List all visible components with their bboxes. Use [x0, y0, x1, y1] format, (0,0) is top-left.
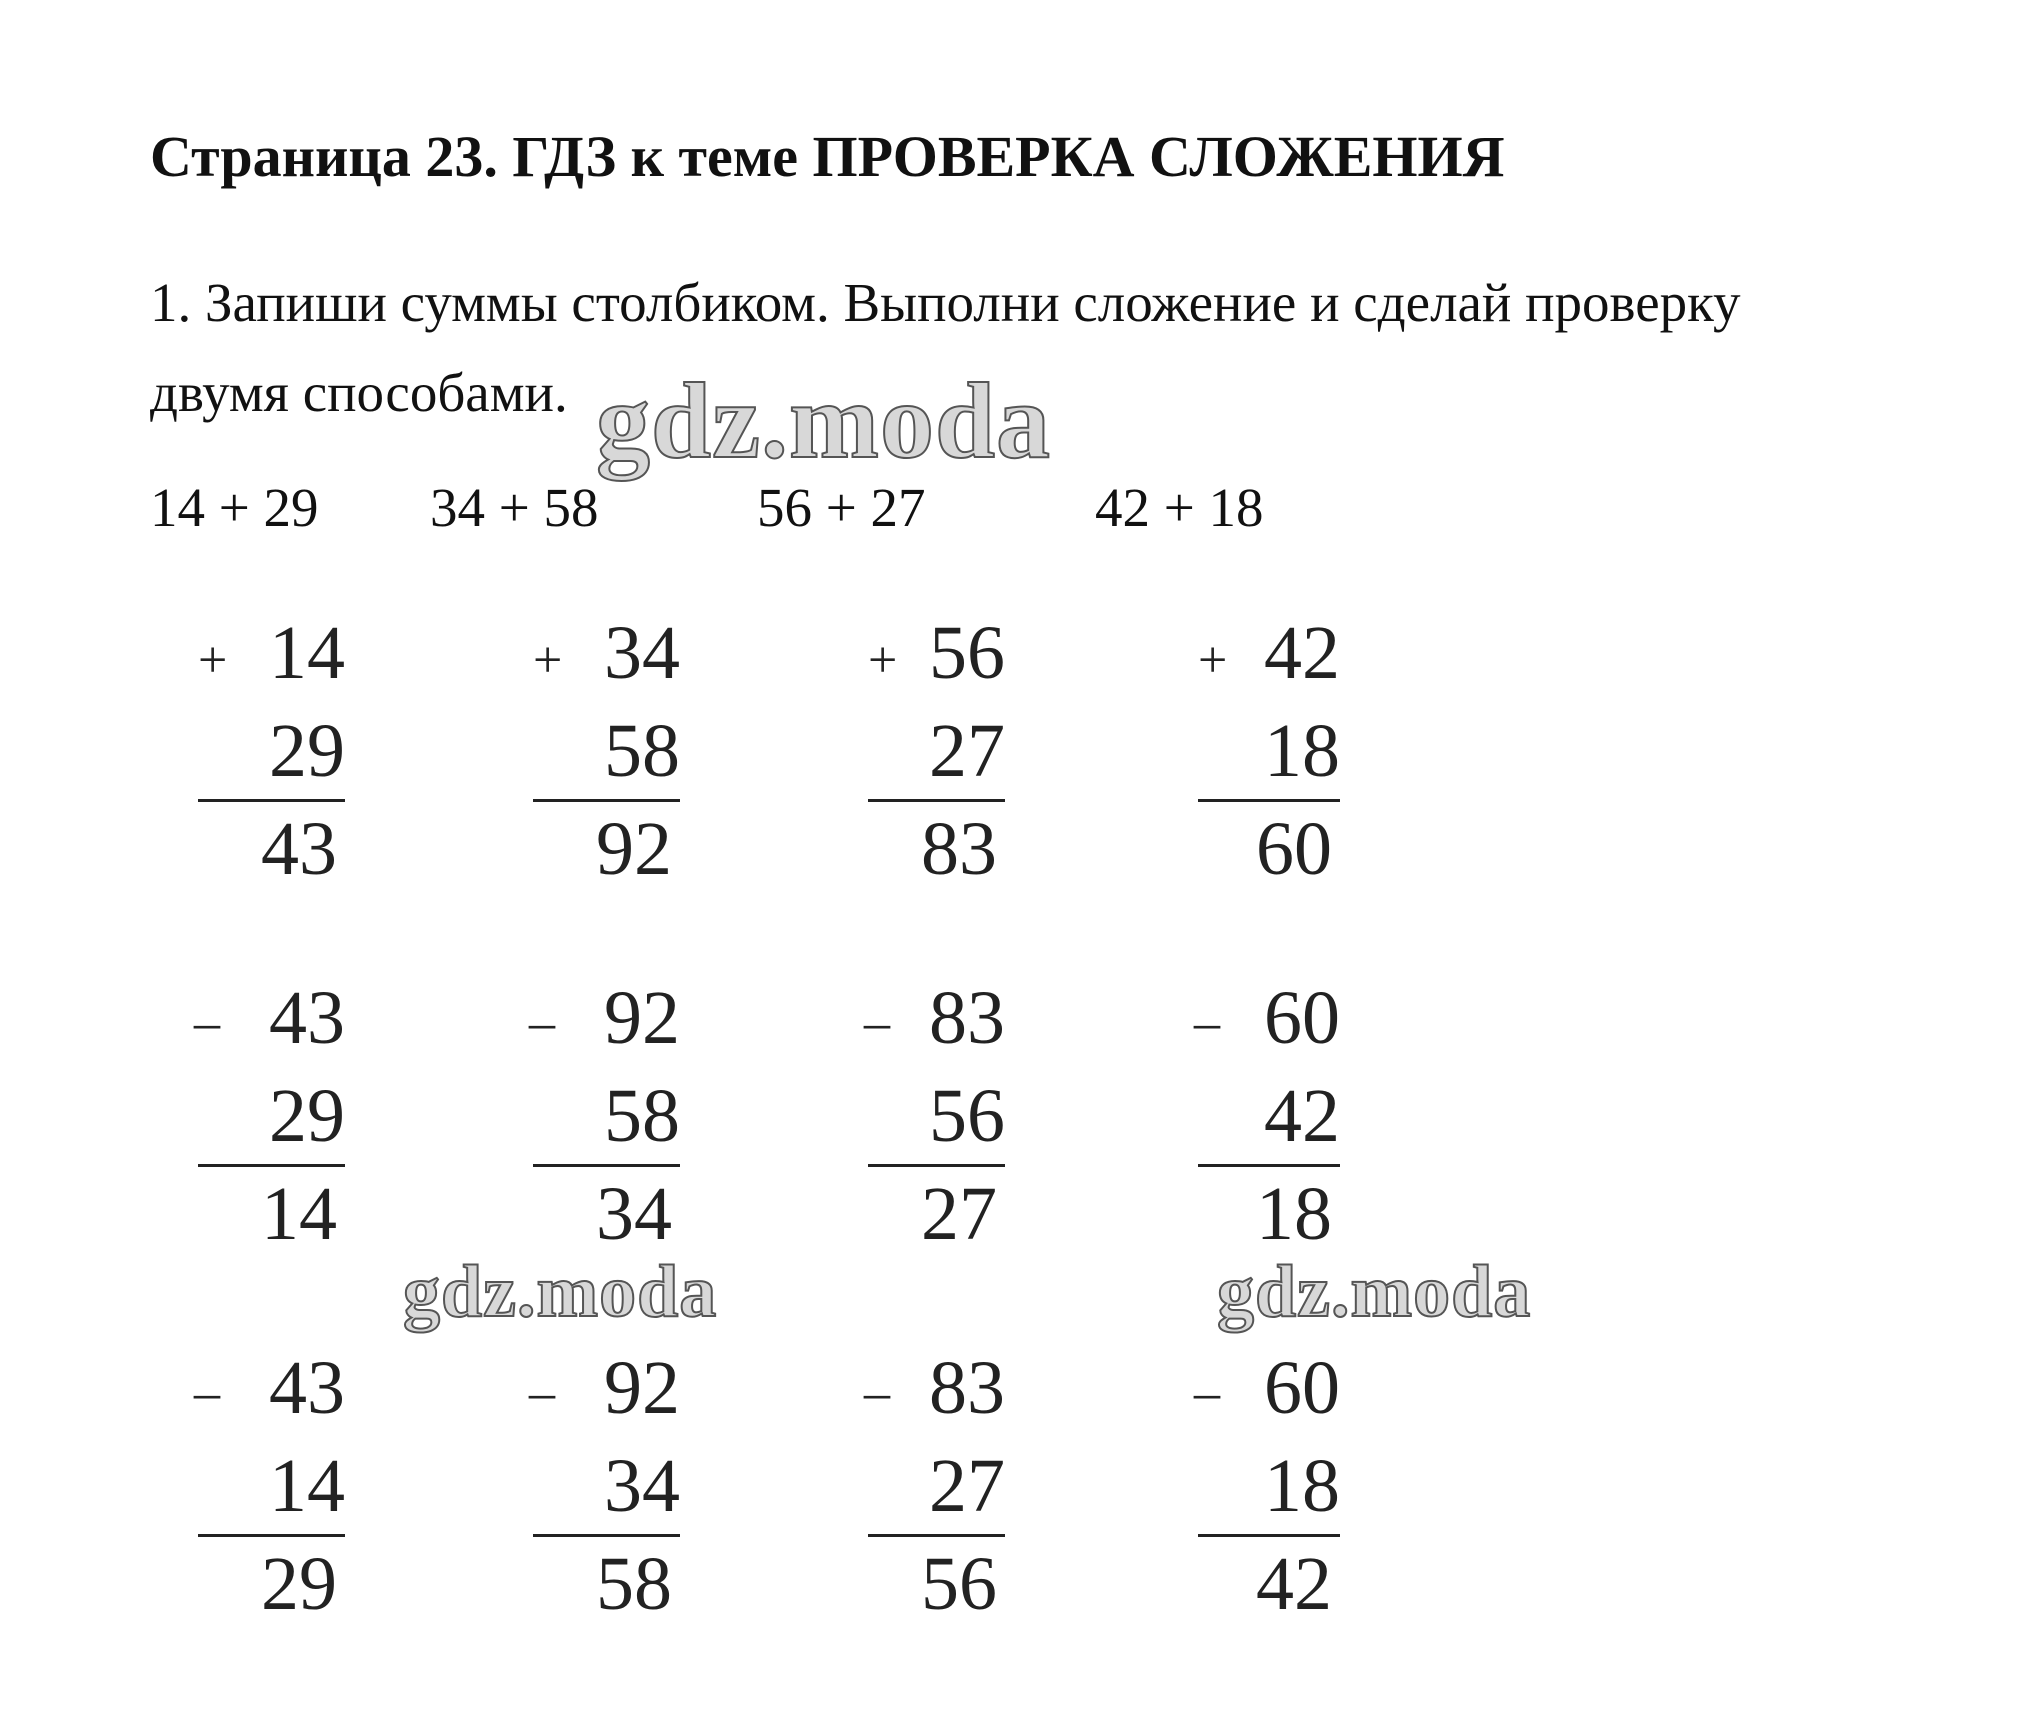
operand-number: 27 [929, 1444, 1005, 1528]
check-subtraction-a-column [1170, 976, 1340, 1274]
expression-3: 56 + 27 [757, 477, 926, 538]
operator-sign: _ [194, 1347, 220, 1404]
operator-sign: _ [529, 1347, 555, 1404]
operand-number: 58 [604, 709, 680, 793]
sum-line [868, 1164, 1005, 1167]
expression-1: 14 + 29 [150, 477, 319, 538]
sum-line [1198, 1164, 1340, 1167]
operand-number: 56 [929, 1074, 1005, 1158]
result-number: 14 [261, 1172, 337, 1256]
sum-line [533, 799, 680, 802]
addition-column [840, 611, 1005, 909]
sum-line [533, 1534, 680, 1537]
expression-2: 34 + 58 [430, 477, 599, 538]
operator-sign: _ [194, 977, 220, 1034]
sum-line [198, 1534, 345, 1537]
task-text-line-2: двумя способами. [150, 362, 568, 423]
result-number: 56 [921, 1542, 997, 1626]
check-subtraction-b-column [840, 1346, 1005, 1644]
result-number: 29 [261, 1542, 337, 1626]
result-number: 18 [1256, 1172, 1332, 1256]
operand-number: 14 [269, 1444, 345, 1528]
sum-line [1198, 799, 1340, 802]
operand-number: 27 [929, 709, 1005, 793]
result-number: 58 [596, 1542, 672, 1626]
operand-number: 60 [1264, 1346, 1340, 1430]
operand-number: 92 [604, 976, 680, 1060]
operand-number: 42 [1264, 611, 1340, 695]
operator-sign: _ [864, 1347, 890, 1404]
watermark-logo: gdz.moda [596, 362, 1052, 481]
operator-sign: + [533, 632, 563, 689]
operand-number: 34 [604, 1444, 680, 1528]
operator-sign: _ [529, 977, 555, 1034]
operand-number: 34 [604, 611, 680, 695]
operand-number: 18 [1264, 1444, 1340, 1528]
result-number: 34 [596, 1172, 672, 1256]
check-subtraction-b-column [170, 1346, 345, 1644]
operator-sign: + [1198, 632, 1228, 689]
check-subtraction-a-column [505, 976, 680, 1274]
page-title: Страница 23. ГДЗ к теме ПРОВЕРКА СЛОЖЕНИЯ [150, 124, 1505, 189]
result-number: 92 [596, 807, 672, 891]
result-number: 43 [261, 807, 337, 891]
check-subtraction-b-column [1170, 1346, 1340, 1644]
check-subtraction-a-column [840, 976, 1005, 1274]
operand-number: 42 [1264, 1074, 1340, 1158]
watermark-logo: gdz.moda [403, 1251, 718, 1333]
addition-column [1170, 611, 1340, 909]
sum-line [1198, 1534, 1340, 1537]
operand-number: 60 [1264, 976, 1340, 1060]
operand-number: 83 [929, 1346, 1005, 1430]
result-number: 27 [921, 1172, 997, 1256]
result-number: 60 [1256, 807, 1332, 891]
operator-sign: + [868, 632, 898, 689]
operator-sign: + [198, 632, 228, 689]
operand-number: 43 [269, 976, 345, 1060]
task-text-line-1: 1. Запиши суммы столбиком. Выполни сложение и сделай проверку [150, 272, 1741, 333]
watermark-logo: gdz.moda [1217, 1251, 1532, 1333]
result-number: 83 [921, 807, 997, 891]
operand-number: 83 [929, 976, 1005, 1060]
check-subtraction-b-column [505, 1346, 680, 1644]
sum-line [868, 799, 1005, 802]
sum-line [868, 1534, 1005, 1537]
operand-number: 14 [269, 611, 345, 695]
sum-line [198, 799, 345, 802]
operand-number: 58 [604, 1074, 680, 1158]
operator-sign: _ [1194, 977, 1220, 1034]
result-number: 42 [1256, 1542, 1332, 1626]
operator-sign: _ [864, 977, 890, 1034]
sum-line [533, 1164, 680, 1167]
operand-number: 43 [269, 1346, 345, 1430]
expression-4: 42 + 18 [1095, 477, 1264, 538]
sum-line [198, 1164, 345, 1167]
addition-column [505, 611, 680, 909]
operand-number: 18 [1264, 709, 1340, 793]
operand-number: 29 [269, 1074, 345, 1158]
operator-sign: _ [1194, 1347, 1220, 1404]
addition-column [170, 611, 345, 909]
operand-number: 29 [269, 709, 345, 793]
operand-number: 92 [604, 1346, 680, 1430]
operand-number: 56 [929, 611, 1005, 695]
check-subtraction-a-column [170, 976, 345, 1274]
